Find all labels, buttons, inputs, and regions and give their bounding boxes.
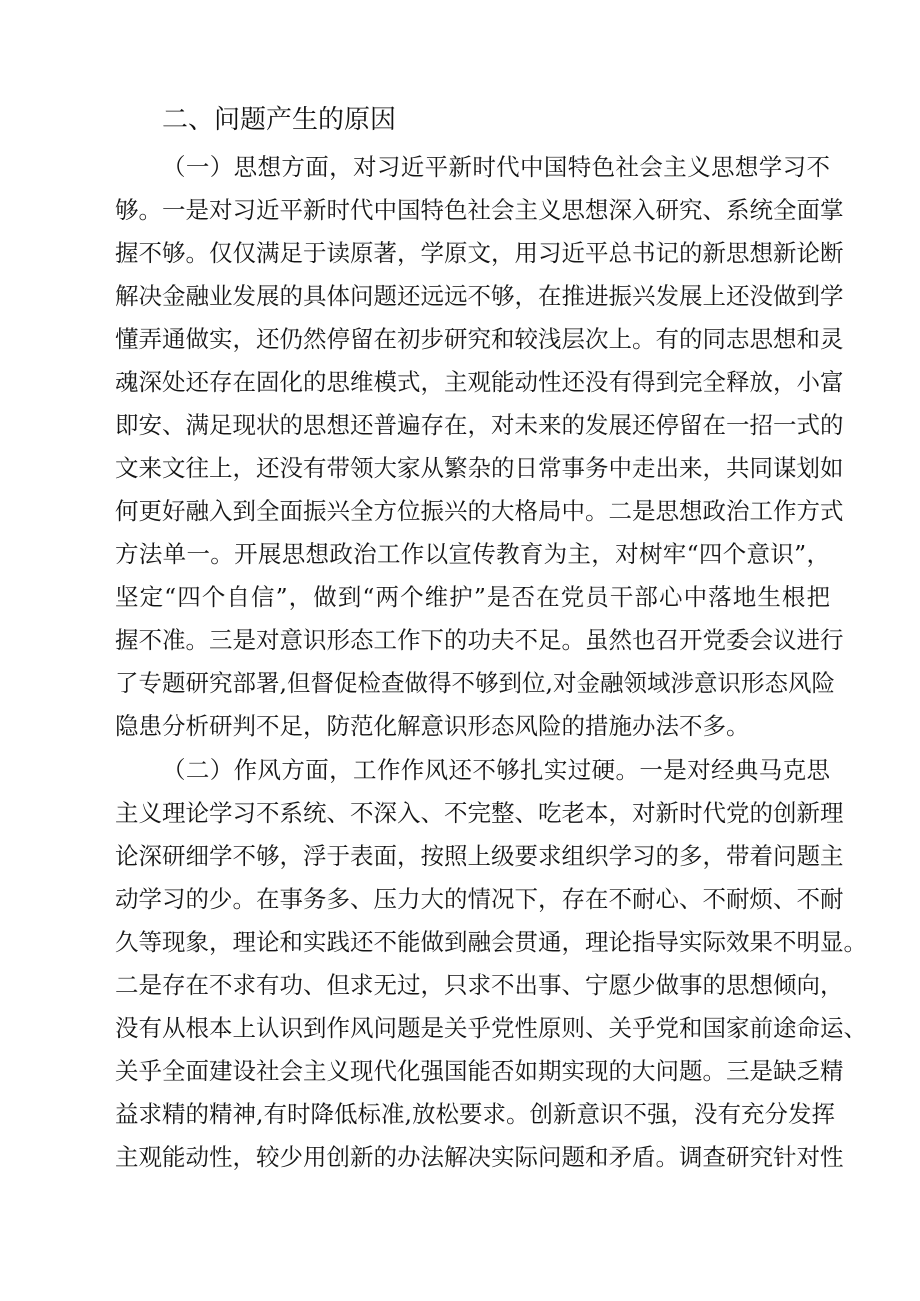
paragraph-1-line: 解决金融业发展的具体问题还远远不够，在推进振兴发展上还没做到学 bbox=[115, 282, 844, 310]
paragraph-1-line: 文来文往上，还没有带领大家从繁杂的日常事务中走出来，共同谋划如 bbox=[115, 454, 844, 482]
paragraph-1-line: 魂深处还存在固化的思维模式，主观能动性还没有得到完全释放，小富 bbox=[115, 368, 844, 396]
paragraph-1-line: 握不够。仅仅满足于读原著，学原文，用习近平总书记的新思想新论断 bbox=[115, 239, 844, 267]
paragraph-2-line: 动学习的少。在事务多、压力大的情况下，存在不耐心、不耐烦、不耐 bbox=[115, 885, 844, 913]
section-heading: 二、问题产生的原因 bbox=[162, 105, 397, 135]
paragraph-1-line: 懂弄通做实，还仍然停留在初步研究和较浅层次上。有的同志思想和灵 bbox=[115, 325, 844, 353]
paragraph-1-line: 何更好融入到全面振兴全方位振兴的大格局中。二是思想政治工作方式 bbox=[115, 497, 844, 525]
paragraph-1-line: 隐患分析研判不足，防范化解意识形态风险的措施办法不多。 bbox=[115, 712, 750, 740]
paragraph-2-line: 主义理论学习不系统、不深入、不完整、吃老本，对新时代党的创新理 bbox=[115, 799, 844, 827]
paragraph-2-line: 益求精的精神,有时降低标准,放松要求。创新意识不强，没有充分发挥 bbox=[115, 1100, 835, 1128]
paragraph-1-line: 方法单一。开展思想政治工作以宣传教育为主，对树牢“四个意识”， bbox=[115, 540, 830, 568]
paragraph-1-line: 坚定“四个自信”，做到“两个维护”是否在党员干部心中落地生根把 bbox=[115, 583, 830, 611]
paragraph-2-line: 主观能动性，较少用创新的办法解决实际问题和矛盾。调查研究针对性 bbox=[115, 1143, 844, 1171]
paragraph-2-line: （二）作风方面，工作作风还不够扎实过硬。一是对经典马克思 bbox=[162, 756, 830, 784]
paragraph-2-line: 没有从根本上认识到作风问题是关乎党性原则、关乎党和国家前途命运、 bbox=[115, 1014, 867, 1042]
paragraph-1-line: 够。一是对习近平新时代中国特色社会主义思想深入研究、系统全面掌 bbox=[115, 196, 844, 224]
paragraph-1-line: 握不准。三是对意识形态工作下的功夫不足。虽然也召开党委会议进行 bbox=[115, 626, 844, 654]
paragraph-1-line: 了专题研究部署,但督促检查做得不够到位,对金融领域涉意识形态风险 bbox=[115, 669, 835, 697]
paragraph-1-line: 即安、满足现状的思想还普遍存在，对未来的发展还停留在一招一式的 bbox=[115, 411, 844, 439]
paragraph-2-line: 论深研细学不够，浮于表面，按照上级要求组织学习的多，带着问题主 bbox=[115, 842, 844, 870]
paragraph-2-line: 关乎全面建设社会主义现代化强国能否如期实现的大问题。三是缺乏精 bbox=[115, 1057, 844, 1085]
paragraph-1-line: （一）思想方面，对习近平新时代中国特色社会主义思想学习不 bbox=[162, 153, 830, 181]
paragraph-2-line: 二是存在不求有功、但求无过，只求不出事、宁愿少做事的思想倾向， bbox=[115, 971, 844, 999]
paragraph-2-line: 久等现象，理论和实践还不能做到融会贯通，理论指导实际效果不明显。 bbox=[115, 928, 867, 956]
